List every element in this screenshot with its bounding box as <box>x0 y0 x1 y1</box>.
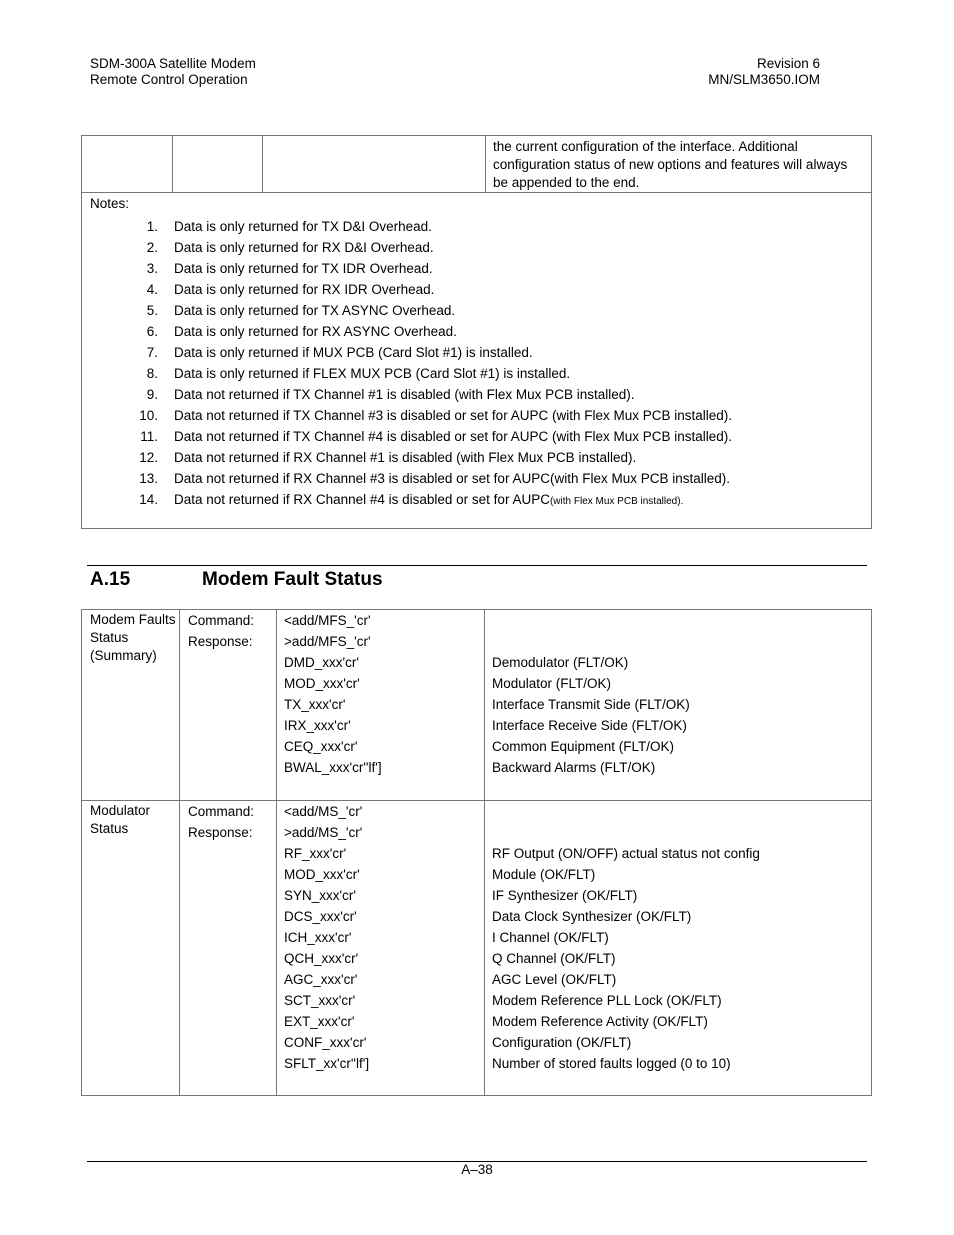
command-label: Command: <box>188 804 255 819</box>
command-syntax: SFLT_xx'cr''lf'] <box>284 1056 370 1071</box>
header-left <box>90 56 256 88</box>
column-divider <box>179 610 180 1095</box>
note-text: Data is only returned for RX ASYNC Overhead. <box>174 324 457 339</box>
field-description: Modulator (FLT/OK) <box>492 676 612 691</box>
response-label: Response: <box>188 634 253 649</box>
section-number: A.15 <box>90 569 131 590</box>
command-name: Modulator Status <box>90 803 151 836</box>
field-description: Configuration (OK/FLT) <box>492 1035 632 1050</box>
note-number: 14. <box>139 492 158 507</box>
manual-number: MN/SLM3650.IOM <box>708 72 820 87</box>
command-syntax: MOD_xxx'cr' <box>284 676 360 691</box>
note-text: Data not returned if RX Channel #3 is disabled or set for AUPC(with Flex Mux PCB installed). <box>174 471 730 486</box>
table-row <box>82 136 871 193</box>
command-syntax: SCT_xxx'cr' <box>284 993 356 1008</box>
command-syntax: MOD_xxx'cr' <box>284 867 360 882</box>
section-rule <box>87 565 867 566</box>
note-text: Data not returned if TX Channel #4 is disabled or set for AUPC (with Flex Mux PCB installed). <box>174 429 733 444</box>
field-description: I Channel (OK/FLT) <box>492 930 609 945</box>
field-description: Demodulator (FLT/OK) <box>492 655 629 670</box>
note-number: 10. <box>139 408 158 423</box>
note-text: Data is only returned for TX D&I Overhead. <box>174 219 432 234</box>
command-syntax: ICH_xxx'cr' <box>284 930 352 945</box>
note-text: Data not returned if RX Channel #4 is disabled or set for AUPC(with Flex Mux PCB installed). <box>174 492 684 507</box>
field-description: RF Output (ON/OFF) actual status not config <box>492 846 760 861</box>
note-number: 12. <box>139 450 158 465</box>
command-syntax: >add/MFS_'cr' <box>284 634 371 649</box>
column-divider <box>276 610 277 1095</box>
command-label: Command: <box>188 613 255 628</box>
command-syntax: TX_xxx'cr' <box>284 697 346 712</box>
command-syntax: <add/MS_'cr' <box>284 804 363 819</box>
note-number: 6. <box>146 324 158 339</box>
note-number: 2. <box>146 240 158 255</box>
note-suffix: (with Flex Mux PCB installed). <box>549 496 684 507</box>
note-number: 3. <box>146 261 158 276</box>
header-right <box>600 56 820 88</box>
field-description: Interface Transmit Side (FLT/OK) <box>492 697 690 712</box>
note-number: 9. <box>146 387 158 402</box>
field-description: Modem Reference PLL Lock (OK/FLT) <box>492 993 722 1008</box>
note-text: Data is only returned for TX ASYNC Overhead. <box>174 303 456 318</box>
command-syntax: RF_xxx'cr' <box>284 846 347 861</box>
field-description: Q Channel (OK/FLT) <box>492 951 616 966</box>
document-subtitle: Remote Control Operation <box>90 72 248 87</box>
command-syntax: SYN_xxx'cr' <box>284 888 356 903</box>
note-text: Data is only returned for RX IDR Overhead. <box>174 282 435 297</box>
command-syntax: IRX_xxx'cr' <box>284 718 351 733</box>
field-description: Number of stored faults logged (0 to 10) <box>492 1056 731 1071</box>
command-syntax: AGC_xxx'cr' <box>284 972 358 987</box>
note-text: Data not returned if TX Channel #1 is disabled (with Flex Mux PCB installed). <box>174 387 635 402</box>
response-label: Response: <box>188 825 253 840</box>
command-syntax: DCS_xxx'cr' <box>284 909 357 924</box>
page-number: A–38 <box>461 1162 493 1177</box>
field-description: IF Synthesizer (OK/FLT) <box>492 888 638 903</box>
note-number: 4. <box>146 282 158 297</box>
note-number: 11. <box>140 429 158 444</box>
revision-label: Revision 6 <box>756 56 820 71</box>
command-syntax: DMD_xxx'cr' <box>284 655 359 670</box>
field-description: Backward Alarms (FLT/OK) <box>492 760 656 775</box>
notes-title: Notes: <box>90 196 130 211</box>
field-description: Data Clock Synthesizer (OK/FLT) <box>492 909 692 924</box>
field-description: AGC Level (OK/FLT) <box>492 972 617 987</box>
note-number: 13. <box>139 471 158 486</box>
note-text: Data is only returned for RX D&I Overhead. <box>174 240 434 255</box>
section-title: Modem Fault Status <box>202 569 383 590</box>
note-number: 8. <box>146 366 158 381</box>
field-description: Module (OK/FLT) <box>492 867 596 882</box>
command-syntax: BWAL_xxx'cr''lf'] <box>284 760 382 775</box>
note-text: Data not returned if RX Channel #1 is disabled (with Flex Mux PCB installed). <box>174 450 637 465</box>
field-description: Modem Reference Activity (OK/FLT) <box>492 1014 708 1029</box>
field-description: Interface Receive Side (FLT/OK) <box>492 718 687 733</box>
note-text: Data is only returned for TX IDR Overhead. <box>174 261 433 276</box>
note-number: 1. <box>146 219 158 234</box>
note-number: 7. <box>146 345 158 360</box>
note-text: Data not returned if TX Channel #3 is disabled or set for AUPC (with Flex Mux PCB installed). <box>174 408 733 423</box>
command-syntax: QCH_xxx'cr' <box>284 951 359 966</box>
column-divider <box>484 610 485 1095</box>
document-title: SDM-300A Satellite Modem <box>90 56 256 71</box>
command-name: Modem Faults Status (Summary) <box>90 612 176 663</box>
configuration-description: the current configuration of the interface. Additional configuration status of new options and features will always be appended to the end. <box>493 139 848 190</box>
command-syntax: CONF_xxx'cr' <box>284 1035 367 1050</box>
command-syntax: >add/MS_'cr' <box>284 825 363 840</box>
command-table <box>81 609 872 1096</box>
note-text: Data is only returned if MUX PCB (Card Slot #1) is installed. <box>174 345 533 360</box>
column-divider <box>172 136 173 192</box>
note-number: 5. <box>146 303 158 318</box>
field-description: Common Equipment (FLT/OK) <box>492 739 675 754</box>
column-divider <box>485 136 486 192</box>
column-divider <box>262 136 263 192</box>
command-syntax: CEQ_xxx'cr' <box>284 739 358 754</box>
command-syntax: <add/MFS_'cr' <box>284 613 371 628</box>
note-text: Data is only returned if FLEX MUX PCB (Card Slot #1) is installed. <box>174 366 571 381</box>
command-syntax: EXT_xxx'cr' <box>284 1014 355 1029</box>
continuation-table <box>81 135 872 529</box>
